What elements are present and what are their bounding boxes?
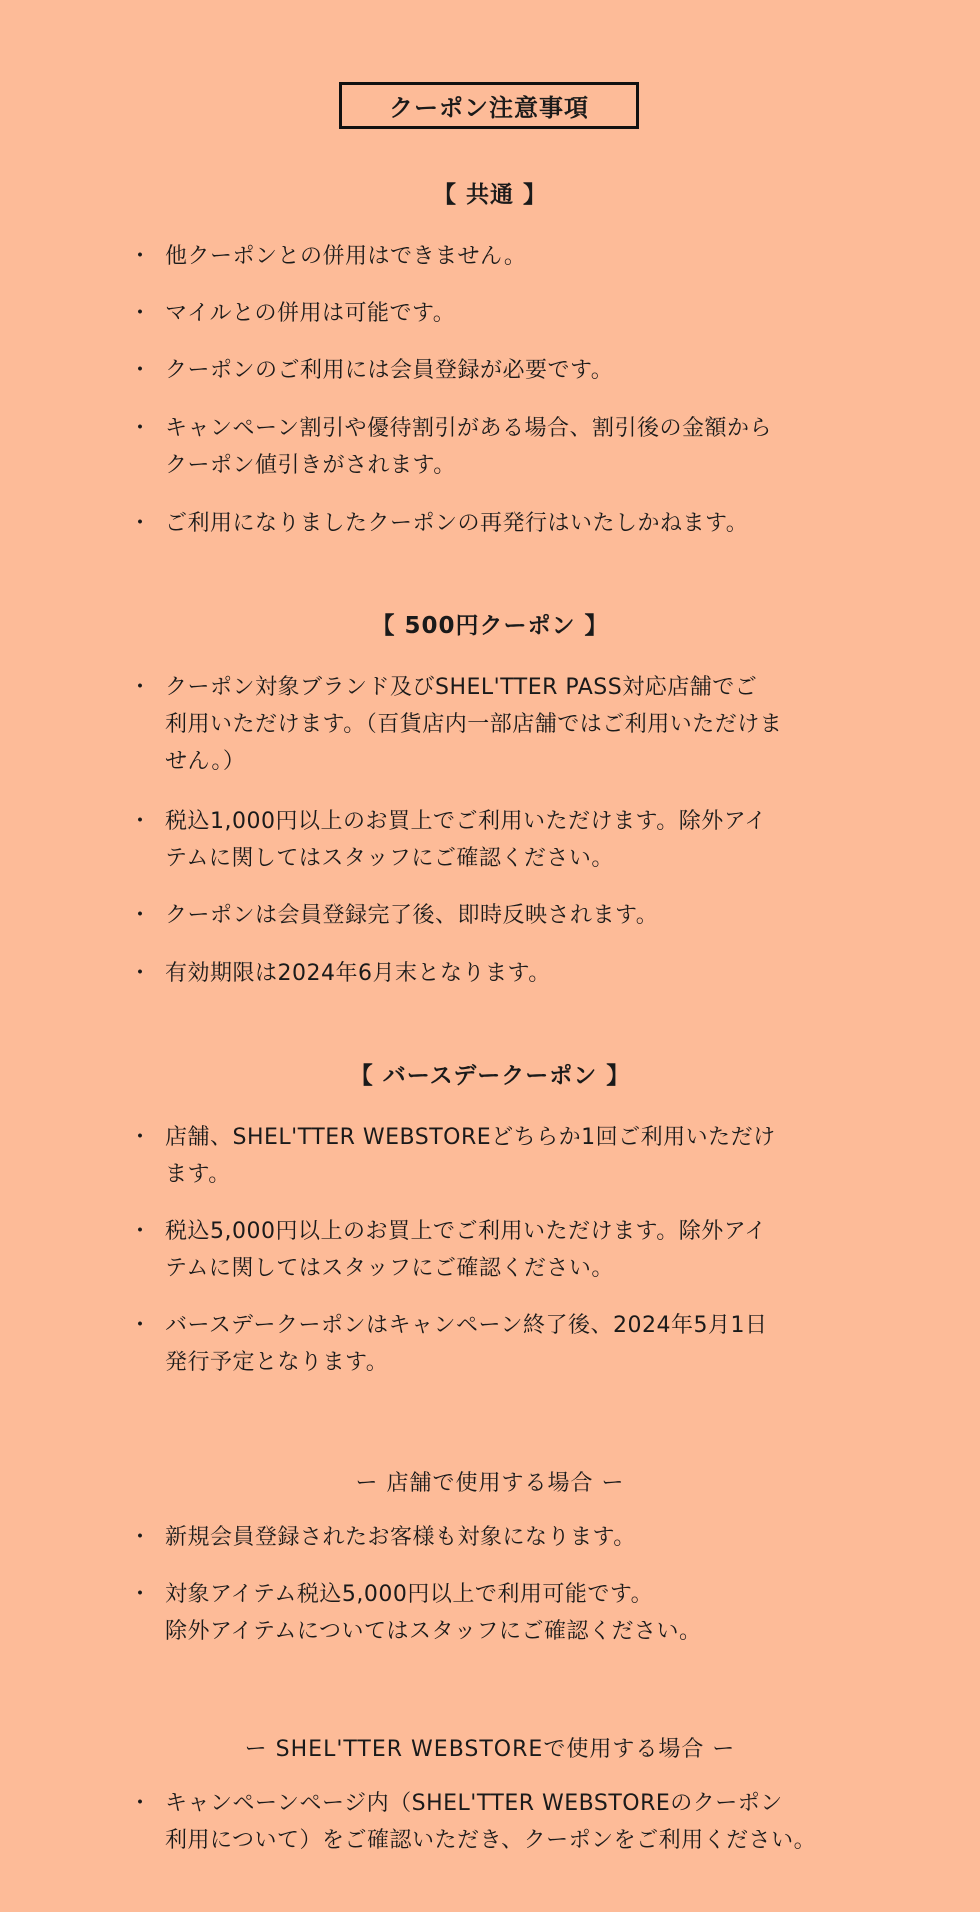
- list-item: ・ ご利用になりましたクーポンの再発行はいたしかねます。: [135, 505, 748, 542]
- list-item: ・ 対象アイテム税込5,000円以上で利用可能です。 除外アイテムについてはスタッフにご確認ください。: [135, 1576, 701, 1650]
- section-heading-500-coupon: 【 500円クーポン 】: [371, 613, 609, 639]
- list-item: ・ クーポンのご利用には会員登録が必要です。: [135, 352, 613, 389]
- list-item: ・ 有効期限は2024年6月末となります。: [135, 955, 551, 992]
- section-heading-birthday-coupon: 【 バースデークーポン 】: [349, 1063, 631, 1089]
- list-item: ・ 新規会員登録されたお客様も対象になります。: [135, 1519, 636, 1556]
- list-item: ・ マイルとの併用は可能です。: [135, 295, 455, 332]
- list-item: ・ クーポン対象ブランド及びSHEL'TTER PASS対応店舗でご 利用いただけます。（百貨店内一部店舗ではご利用いただけま せん。）: [135, 669, 782, 780]
- list-item: ・ キャンペーン割引や優待割引がある場合、割引後の金額から クーポン値引きがされます。: [135, 410, 772, 484]
- section-heading-store-usage: ー 店舗で使用する場合 ー: [355, 1471, 625, 1496]
- list-item: ・ クーポンは会員登録完了後、即時反映されます。: [135, 897, 658, 934]
- list-item: ・ 税込1,000円以上のお買上でご利用いただけます。除外アイ テムに関してはスタッフにご確認ください。: [135, 803, 767, 877]
- list-item: ・ 他クーポンとの併用はできません。: [135, 238, 526, 275]
- list-item: ・ キャンペーンページ内（SHEL'TTER WEBSTOREのクーポン 利用について）をご確認いただき、クーポンをご利用ください。: [135, 1785, 816, 1859]
- section-heading-webstore-usage: ー SHEL'TTER WEBSTOREで使用する場合 ー: [244, 1737, 736, 1762]
- page-title: クーポン注意事項: [339, 82, 639, 129]
- list-item: ・ バースデークーポンはキャンペーン終了後、2024年5月1日 発行予定となります。: [135, 1307, 768, 1381]
- list-item: ・ 店舗、SHEL'TTER WEBSTOREどちらか1回ご利用いただけ ます。: [135, 1119, 776, 1193]
- list-item: ・ 税込5,000円以上のお買上でご利用いただけます。除外アイ テムに関してはスタッフにご確認ください。: [135, 1213, 767, 1287]
- section-heading-common: 【 共通 】: [432, 182, 547, 208]
